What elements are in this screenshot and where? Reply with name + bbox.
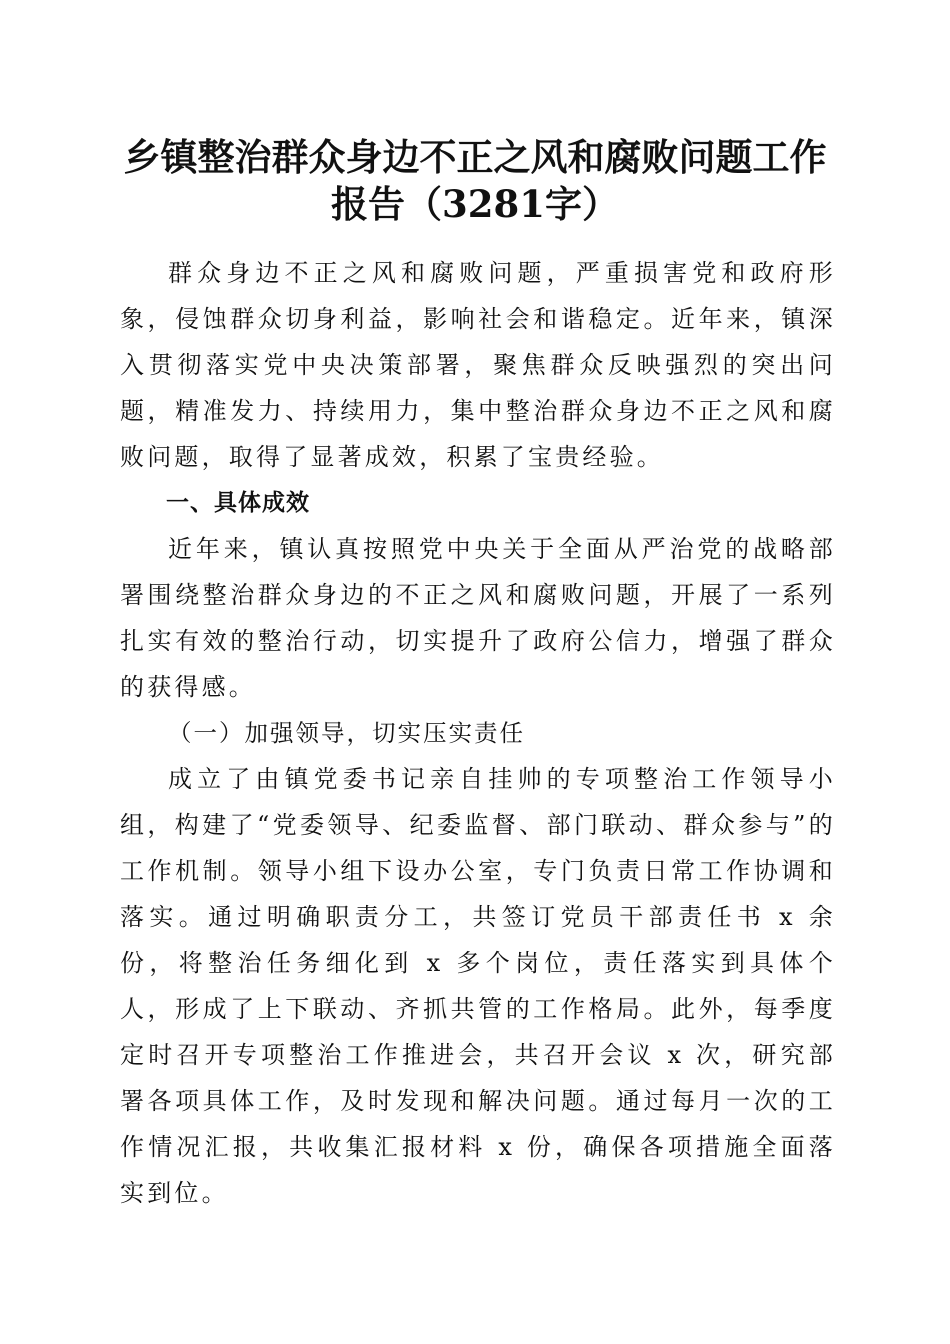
document-title: 乡镇整治群众身边不正之风和腐败问题工作报告（3281字） bbox=[123, 135, 827, 226]
section-1-paragraph: 近年来，镇认真按照党中央关于全面从严治党的战略部署围绕整治群众身边的不正之风和腐败问题，开展了一系列扎实有效的整治行动，切实提升了政府公信力，增强了群众的获得感。 bbox=[120, 535, 836, 701]
subsection-heading-1: （一）加强领导，切实压实责任 bbox=[168, 719, 525, 747]
intro-paragraph: 群众身边不正之风和腐败问题，严重损害党和政府形象，侵蚀群众切身利益，影响社会和谐稳定。近年来，镇深入贯彻落实党中央决策部署，聚焦群众反映强烈的突出问题，精准发力、持续用力，集中整治群众身边不正之风和腐败问题，取得了显著成效，积累了宝贵经验。 bbox=[120, 259, 836, 471]
document-body bbox=[120, 250, 836, 1216]
section-heading-1: 一、具体成效 bbox=[166, 490, 310, 516]
subsection-1-paragraph: 成立了由镇党委书记亲自挂帅的专项整治工作领导小组，构建了“党委领导、纪委监督、部门联动、群众参与”的工作机制。领导小组下设办公室，专门负责日常工作协调和落实。通过明确职责分工，共签订党员干部责任书 x 余份，将整治任务细化到 x 多个岗位，责任落实到具体个人，形成了上下联动、齐抓共管的工作格局。此外，每季度定时召开专项整治工作推进会，共召开会议 x 次，研究部署各项具体工作，及时发现和解决问题。通过每月一次的工作情况汇报，共收集汇报材料 x 份，确保各项措施全面落实到位。 bbox=[120, 765, 836, 1207]
